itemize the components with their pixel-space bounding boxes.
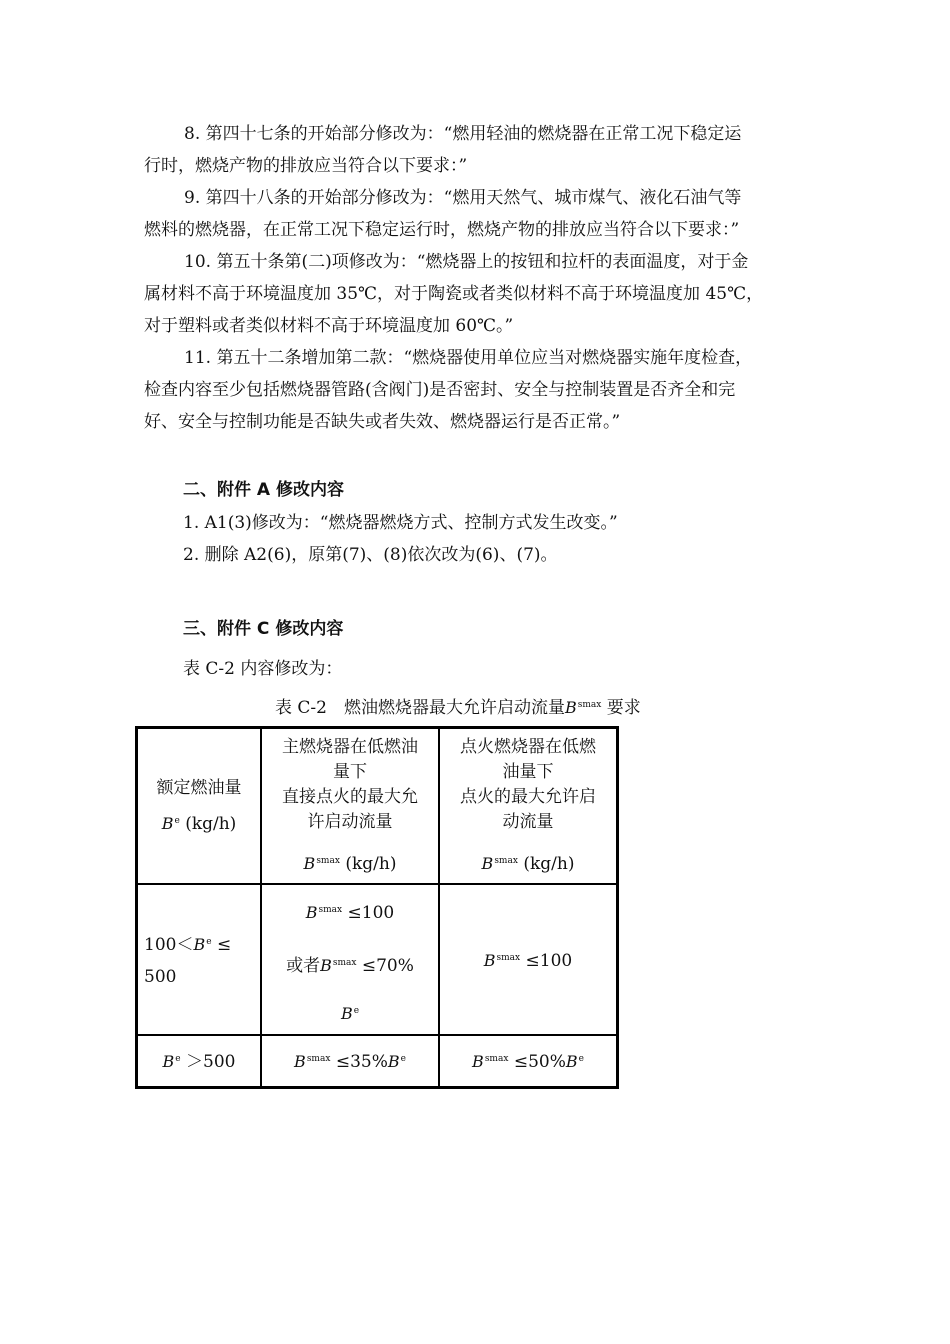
header-text: 主燃烧器在低燃油: [282, 737, 418, 757]
header-ignition-burner: [439, 728, 618, 885]
symbol-b: B: [565, 1052, 578, 1071]
cell-line: [144, 926, 254, 961]
cell-line: [268, 938, 432, 991]
section-3-intro: 表 C-2 内容修改为：: [183, 659, 343, 679]
symbol-sub-e: e: [400, 1054, 406, 1064]
header-text: 直接点火的最大允: [282, 787, 418, 807]
section-3-heading: 三、附件 C 修改内容: [183, 619, 344, 639]
cell-line: [268, 991, 432, 1034]
table-caption: [275, 693, 641, 718]
header-unit: (kg/h): [523, 854, 575, 874]
cell-rated-range: [137, 884, 262, 1035]
cell-ignition-limit: [439, 884, 618, 1035]
header-text: 额定燃油量: [156, 777, 242, 798]
symbol-sub-e: e: [578, 1054, 584, 1064]
header-unit-line: [144, 809, 254, 837]
symbol-b: B: [320, 956, 332, 975]
startup-flow-table: [135, 726, 619, 1089]
symbol-b: B: [340, 1004, 353, 1023]
paragraph-line: 9. 第四十八条的开始部分修改为：“燃用天然气、城市煤气、液化石油气等: [184, 188, 742, 208]
cell-text: ≤100: [525, 950, 573, 971]
paragraph-9: [144, 182, 810, 246]
symbol-b: B: [564, 698, 577, 717]
symbol-b: B: [161, 813, 174, 833]
symbol-sub-e: e: [353, 1006, 360, 1016]
cell-rated-range: [137, 1035, 262, 1088]
header-rated-flow: [137, 728, 262, 885]
section-2-heading: 二、附件 A 修改内容: [183, 480, 344, 500]
paragraph-line: 好、安全与控制功能是否缺失或者失效、燃烧器运行是否正常。”: [144, 412, 621, 432]
paragraph-line: 检查内容至少包括燃烧器管路(含阀门)是否密封、安全与控制装置是否齐全和完: [144, 380, 736, 400]
symbol-b: B: [193, 935, 206, 954]
paragraph-line: 11. 第五十二条增加第二款：“燃烧器使用单位应当对燃烧器实施年度检查，: [184, 348, 753, 368]
section-2-item-1: 1. A1(3)修改为：“燃烧器燃烧方式、控制方式发生改变。”: [183, 513, 618, 533]
symbol-b: B: [387, 1052, 400, 1071]
symbol-b: B: [483, 950, 496, 970]
symbol-b: B: [481, 854, 494, 873]
header-text: 点火燃烧器在低燃: [460, 737, 596, 757]
section-2-item-2: 2. 删除 A2(6)，原第(7)、(8)依次改为(6)、(7)。: [183, 545, 558, 565]
paragraph-line: 8. 第四十七条的开始部分修改为：“燃用轻油的燃烧器在正常工况下稳定运: [184, 124, 742, 144]
symbol-b: B: [472, 1052, 484, 1071]
paragraph-8: [144, 118, 810, 182]
cell-text: ＞500: [186, 1052, 236, 1072]
table-row: [137, 884, 618, 1035]
header-unit-line: [268, 849, 432, 877]
header-text: 动流量: [502, 812, 554, 832]
header-unit: (kg/h): [185, 813, 237, 834]
cell-main-limit: [261, 1035, 439, 1088]
header-text: 点火的最大允许启: [460, 787, 596, 807]
symbol-sub-smax: smax: [494, 856, 518, 866]
caption-suffix: 要求: [606, 698, 641, 718]
symbol-b: B: [162, 1052, 175, 1071]
caption-prefix: 表 C-2 燃油燃烧器最大允许启动流量: [275, 698, 565, 718]
symbol-sub-e: e: [175, 1054, 181, 1064]
paragraph-line: 燃料的燃烧器，在正常工况下稳定运行时，燃烧产物的排放应当符合以下要求：”: [144, 220, 740, 240]
symbol-sub-smax: smax: [496, 952, 521, 963]
symbol-sub-e: e: [174, 815, 180, 826]
table-row: [137, 1035, 618, 1088]
symbol-b: B: [305, 903, 318, 922]
header-text: 量下: [333, 762, 367, 782]
table-header-row: [137, 728, 618, 885]
paragraph-line: 属材料不高于环境温度加 35℃，对于陶瓷或者类似材料不高于环境温度加 45℃，: [144, 284, 764, 304]
cell-main-limit: [261, 884, 439, 1035]
header-unit-line: [446, 849, 610, 877]
cell-ignition-limit: [439, 1035, 618, 1088]
paragraph-line: 行时，燃烧产物的排放应当符合以下要求：”: [144, 156, 468, 176]
cell-text: ≤100: [347, 903, 395, 923]
paragraph-11: [144, 342, 810, 438]
symbol-sub-smax: smax: [318, 905, 343, 915]
symbol-sub-smax: smax: [332, 958, 357, 968]
cell-text: ≤70%: [361, 956, 414, 976]
cell-text: 100＜: [144, 935, 194, 955]
paragraph-line: 对于塑料或者类似材料不高于环境温度加 60℃。”: [144, 316, 514, 336]
symbol-sub-smax: smax: [316, 856, 340, 866]
symbol-sub-e: e: [206, 937, 212, 947]
cell-line: [268, 885, 432, 938]
header-unit: (kg/h): [345, 854, 397, 874]
paragraph-line: 10. 第五十条第(二)项修改为：“燃烧器上的按钮和拉杆的表面温度，对于金: [184, 252, 749, 272]
header-text: 油量下: [502, 762, 554, 782]
header-main-burner: [261, 728, 439, 885]
symbol-sub-smax: smax: [484, 1054, 509, 1064]
cell-text: 或者: [286, 956, 321, 976]
symbol-b: B: [303, 854, 316, 873]
header-text: 许启动流量: [307, 812, 393, 832]
paragraph-10: [144, 246, 810, 342]
cell-text: ≤35%: [335, 1052, 388, 1072]
symbol-sub-smax: smax: [577, 700, 602, 710]
symbol-b: B: [294, 1052, 306, 1071]
cell-text: ≤: [216, 935, 232, 955]
cell-text: ≤50%: [513, 1052, 566, 1072]
cell-text: 500: [144, 967, 177, 987]
symbol-sub-smax: smax: [306, 1054, 331, 1064]
